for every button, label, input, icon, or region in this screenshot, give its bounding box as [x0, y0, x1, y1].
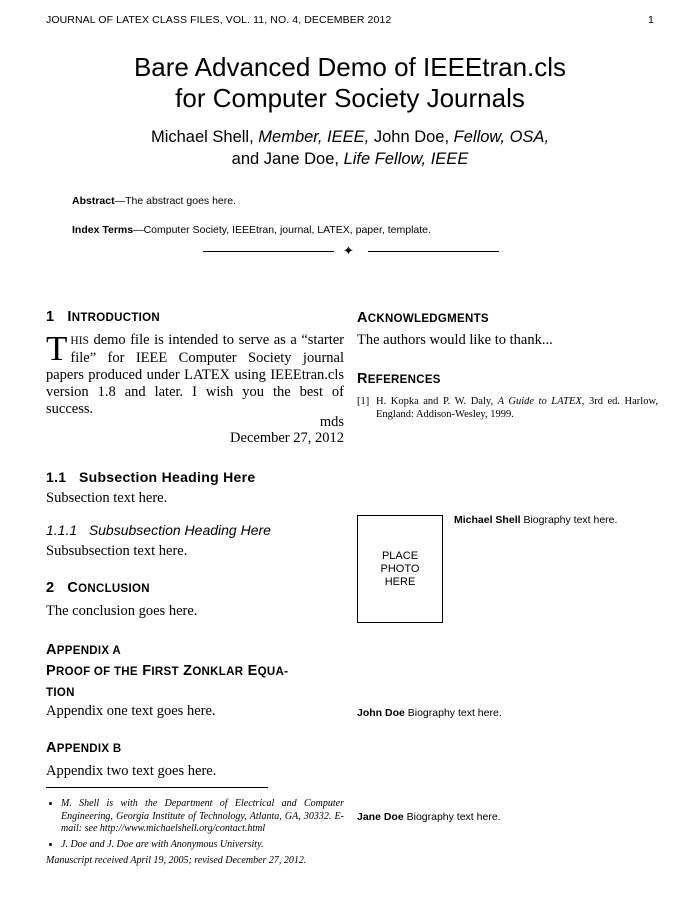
subsubsection-number: 1.1.1 — [46, 522, 78, 538]
running-header — [46, 14, 654, 28]
biography-name: John Doe — [357, 707, 405, 719]
author-line-1 — [0, 126, 700, 148]
index-terms — [72, 224, 632, 236]
abstract-label: Abstract — [72, 195, 115, 207]
section-number: 1 — [46, 309, 55, 325]
subsubsection-text: Subsubsection text here. — [46, 543, 188, 559]
appendix-a-heading — [46, 640, 344, 703]
author-3-title: Life Fellow, IEEE — [343, 150, 469, 168]
section-title — [67, 309, 160, 325]
references-heading — [357, 371, 657, 387]
author-1-name: Michael Shell, — [150, 128, 254, 146]
subsection-text: Subsection text here. — [46, 490, 168, 506]
page-number: 1 — [648, 14, 654, 26]
reference-authors: H. Kopka and P. W. Daly, — [376, 396, 498, 407]
index-terms-label: Index Terms — [72, 224, 134, 236]
subsubsection-title: Subsubsection Heading Here — [88, 522, 271, 538]
placeholder-line: PLACE — [381, 550, 419, 562]
biography-jane-doe — [357, 811, 501, 823]
abstract — [72, 195, 632, 207]
title-initial: C — [67, 580, 79, 596]
title-rest: EFERENCES — [367, 374, 441, 386]
acknowledgments-text: The authors would like to thank... — [357, 332, 553, 348]
author-2-name: John Doe, — [373, 128, 450, 146]
title-initial: F — [142, 663, 152, 679]
author-line-2 — [0, 148, 700, 170]
title-initial: R — [357, 371, 368, 387]
conclusion-text: The conclusion goes here. — [46, 603, 198, 619]
diamond-star-icon: ✦ — [343, 243, 354, 258]
placeholder-line: HERE — [384, 576, 416, 588]
introduction-text: demo file is intended to serve as a “starter file” for IEEE Computer Society journal papers produced under LATEX using IEEEtran.cls version 1.8 and later. I wish you the best of success. — [46, 332, 344, 417]
title-rest: PPENDIX B — [56, 743, 122, 755]
biography-text: Biography text here. — [404, 707, 502, 719]
subsection-number: 1.1 — [46, 469, 67, 485]
signature-date: December 27, 2012 — [230, 430, 344, 446]
title-rest: ONKLAR — [192, 666, 244, 678]
abstract-text: —The abstract goes here. — [114, 195, 237, 207]
biography-text: Biography text here. — [520, 514, 618, 526]
placeholder-line: PHOTO — [380, 563, 420, 575]
title-initial: P — [46, 663, 56, 679]
index-terms-text: —Computer Society, IEEEtran, journal, LATEX, paper, template. — [133, 224, 431, 236]
section-title — [67, 580, 149, 596]
author-photo-placeholder — [357, 515, 443, 623]
title-line-2: for Computer Society Journals — [175, 83, 525, 113]
section-title — [46, 740, 121, 756]
manuscript-note: Manuscript received April 19, 2005; revised December 27, 2012. — [46, 855, 307, 866]
appendix-a-line-3 — [46, 682, 344, 703]
introduction-paragraph — [46, 329, 344, 418]
footnotes — [46, 798, 344, 854]
appendix-a-line-2 — [46, 661, 344, 682]
section-heading-introduction — [46, 309, 344, 325]
reference-book-title: A Guide to LATEX — [497, 396, 582, 407]
biography-name: Jane Doe — [357, 811, 404, 823]
title-rest: PPENDIX A — [56, 645, 122, 657]
footnote-rule — [46, 787, 268, 788]
appendix-b-text: Appendix two text goes here. — [46, 763, 217, 779]
author-2-title: Fellow, OSA, — [453, 128, 550, 146]
title-initial: E — [247, 663, 258, 679]
author-1-title: Member, IEEE, — [258, 128, 370, 146]
reference-number: [1] — [357, 396, 370, 407]
appendix-a-text: Appendix one text goes here. — [46, 703, 216, 719]
title-initial: A — [357, 310, 368, 326]
title-rest: NTRODUCTION — [71, 312, 160, 324]
biography-text: Biography text here. — [403, 811, 501, 823]
title-initial: Z — [183, 663, 193, 679]
title-rest: IRST — [151, 666, 179, 678]
author-list — [0, 126, 700, 170]
footnote-item: • J. Doe and J. Doe are with Anonymous University. — [61, 839, 344, 852]
smallcaps-word: HIS — [70, 335, 89, 347]
subsection-title: Subsection Heading Here — [78, 469, 256, 485]
paper-title — [0, 52, 700, 114]
drop-cap: T — [46, 329, 68, 368]
section-number: 2 — [46, 580, 55, 596]
reference-text — [376, 396, 658, 421]
appendix-a-line-1 — [46, 640, 344, 661]
title-rest: TION — [46, 687, 75, 699]
section-title — [357, 371, 441, 387]
author-3-name: and Jane Doe, — [231, 150, 339, 168]
title-initial: I — [67, 309, 72, 325]
title-initial: A — [46, 740, 57, 756]
signature: mds — [319, 414, 344, 430]
section-title — [357, 310, 489, 326]
title-rest: QUA- — [257, 666, 289, 678]
biography-john-doe — [357, 707, 502, 719]
separator-line-left — [203, 251, 334, 252]
section-heading-conclusion — [46, 580, 344, 596]
abstract-separator — [203, 243, 499, 259]
subsection-heading — [46, 469, 344, 485]
title-rest: ONCLUSION — [78, 583, 150, 595]
subsubsection-heading — [46, 522, 344, 538]
biography-name: Michael Shell — [454, 514, 521, 526]
reference-publisher: , 3rd ed. Harlow, England: Addison-Wesley, 1999. — [376, 396, 658, 420]
appendix-b-heading — [46, 740, 344, 756]
footnote-item: • M. Shell is with the Department of Electrical and Computer Engineering, Georgia Institute of Technology, Atlanta, GA, 30332. E-mail: see http://www.michaelshell.org/contact.html — [61, 798, 344, 836]
acknowledgments-heading — [357, 310, 657, 326]
photo-placeholder-text — [358, 550, 442, 589]
title-line-1: Bare Advanced Demo of IEEEtran.cls — [133, 52, 567, 82]
title-initial: A — [46, 642, 57, 658]
biography-michael-shell — [454, 514, 617, 526]
title-rest: ROOF OF THE — [55, 666, 138, 678]
separator-line-right — [368, 251, 499, 252]
title-rest: CKNOWLEDGMENTS — [367, 313, 489, 325]
journal-header: JOURNAL OF LATEX CLASS FILES, VOL. 11, NO. 4, DECEMBER 2012 — [46, 14, 392, 26]
